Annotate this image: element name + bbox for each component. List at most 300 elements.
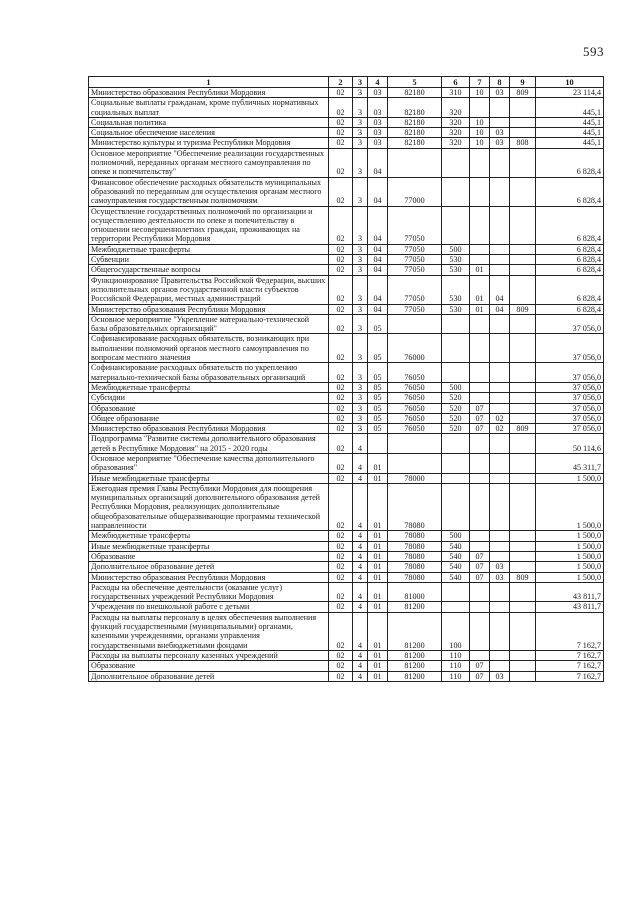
amount-cell: 6 828,4 [536,275,604,304]
code-cell: 82180 [388,98,442,118]
code-cell: 520 [442,403,470,413]
amount-cell: 50 114,6 [536,434,604,454]
code-cell [510,562,536,572]
code-cell [442,453,470,473]
code-cell: 07 [470,403,490,413]
code-cell: 10 [470,88,490,98]
amount-cell: 37 056,0 [536,363,604,383]
code-cell: 02 [329,117,353,127]
code-cell [510,551,536,561]
code-cell: 3 [353,413,368,423]
amount-cell: 445,1 [536,117,604,127]
table-row [89,671,604,681]
code-cell: 02 [490,413,510,423]
code-cell [490,314,510,334]
row-name: Общее образование [89,413,329,423]
code-cell: 03 [368,128,388,138]
row-name: Социальная политика [89,117,329,127]
code-cell: 03 [368,138,388,148]
header-row [89,77,604,88]
code-cell [490,98,510,118]
code-cell: 01 [368,531,388,541]
amount-cell: 43 811,7 [536,582,604,602]
code-cell [442,206,470,244]
row-name: Субсидии [89,393,329,403]
code-cell: 500 [442,531,470,541]
code-cell: 76050 [388,424,442,434]
code-cell: 3 [353,177,368,206]
code-cell: 4 [353,602,368,612]
code-cell [388,434,442,454]
code-cell: 3 [353,334,368,363]
code-cell: 02 [329,602,353,612]
row-name: Софинансирование расходных обязательств, возникающих при выполнении полномочий органов местного самоуправления по вопросам местного значения [89,334,329,363]
row-name: Осуществление государственных полномочий по организации и осуществлению деятельности по опеке и попечительству в отношении несовершеннолетних граждан, проживающих на территории Республики Мордовия [89,206,329,244]
code-cell [490,453,510,473]
code-cell: 03 [490,128,510,138]
code-cell: 01 [368,612,388,650]
amount-cell: 6 828,4 [536,177,604,206]
code-cell: 3 [353,206,368,244]
code-cell: 02 [329,88,353,98]
amount-cell: 23 114,4 [536,88,604,98]
code-cell: 76000 [388,334,442,363]
code-cell: 02 [329,541,353,551]
header-cell: 6 [442,77,470,88]
code-cell: 07 [470,424,490,434]
amount-cell: 37 056,0 [536,424,604,434]
code-cell: 81200 [388,602,442,612]
code-cell: 02 [329,661,353,671]
code-cell: 04 [368,244,388,254]
table-row [89,98,604,118]
code-cell [442,602,470,612]
code-cell: 02 [329,453,353,473]
code-cell [470,453,490,473]
amount-cell: 37 056,0 [536,382,604,392]
code-cell: 04 [368,275,388,304]
code-cell [510,393,536,403]
code-cell [510,265,536,275]
code-cell: 02 [329,582,353,602]
code-cell [490,255,510,265]
row-name: Социальное обеспечение населения [89,128,329,138]
code-cell [490,531,510,541]
code-cell: 4 [353,612,368,650]
code-cell: 110 [442,661,470,671]
code-cell: 4 [353,541,368,551]
table-row [89,434,604,454]
code-cell [510,473,536,483]
code-cell [470,612,490,650]
code-cell: 05 [368,334,388,363]
code-cell [470,473,490,483]
header-cell: 9 [510,77,536,88]
code-cell: 01 [368,572,388,582]
code-cell: 78080 [388,483,442,530]
code-cell: 02 [329,334,353,363]
amount-cell: 6 828,4 [536,255,604,265]
code-cell [490,661,510,671]
table-row [89,128,604,138]
code-cell [442,483,470,530]
code-cell: 02 [329,148,353,177]
code-cell: 78080 [388,572,442,582]
code-cell: 03 [490,562,510,572]
code-cell: 77000 [388,177,442,206]
row-name: Основное мероприятие "Укрепление материально-технической базы образовательных организаций" [89,314,329,334]
code-cell [490,473,510,483]
code-cell: 320 [442,138,470,148]
code-cell: 01 [368,661,388,671]
code-cell: 02 [329,424,353,434]
code-cell: 76050 [388,382,442,392]
row-name: Функционирование Правительства Российской Федерации, высших исполнительных органов государственной власти субъектов Российской Федерации, местных администраций [89,275,329,304]
table-row [89,572,604,582]
code-cell: 540 [442,551,470,561]
code-cell: 3 [353,128,368,138]
code-cell [510,582,536,602]
code-cell: 04 [368,206,388,244]
code-cell [470,434,490,454]
code-cell: 02 [329,255,353,265]
code-cell: 78080 [388,551,442,561]
code-cell [470,148,490,177]
code-cell: 02 [329,206,353,244]
code-cell: 78000 [388,473,442,483]
code-cell: 110 [442,671,470,681]
code-cell [470,334,490,363]
code-cell: 02 [329,413,353,423]
row-name: Министерство образования Республики Мордовия [89,304,329,314]
table-row [89,265,604,275]
code-cell: 530 [442,275,470,304]
row-name: Финансовое обеспечение расходных обязательств муниципальных образований по переданным для осуществления органам местного самоуправления государственным полномочиям [89,177,329,206]
code-cell: 4 [353,483,368,530]
code-cell: 77050 [388,206,442,244]
row-name: Дополнительное образование детей [89,671,329,681]
amount-cell: 37 056,0 [536,403,604,413]
table-row [89,117,604,127]
code-cell: 02 [329,275,353,304]
table-row [89,602,604,612]
code-cell: 809 [510,304,536,314]
amount-cell: 43 811,7 [536,602,604,612]
code-cell: 520 [442,413,470,423]
code-cell: 02 [329,382,353,392]
code-cell [470,382,490,392]
amount-cell: 6 828,4 [536,265,604,275]
code-cell: 4 [353,434,368,454]
code-cell [470,483,490,530]
code-cell [490,117,510,127]
code-cell: 10 [470,128,490,138]
table-row [89,541,604,551]
code-cell [442,314,470,334]
row-name: Иные межбюджетные трансферты [89,541,329,551]
code-cell: 77050 [388,244,442,254]
table-row [89,255,604,265]
code-cell: 02 [329,612,353,650]
code-cell: 3 [353,117,368,127]
amount-cell: 37 056,0 [536,334,604,363]
row-name: Межбюджетные трансферты [89,531,329,541]
amount-cell: 6 828,4 [536,304,604,314]
amount-cell: 6 828,4 [536,206,604,244]
code-cell [510,434,536,454]
code-cell: 07 [470,671,490,681]
code-cell [470,531,490,541]
row-name: Софинансирование расходных обязательств по укреплению материально-технической базы образовательных организаций [89,363,329,383]
row-name: Межбюджетные трансферты [89,244,329,254]
code-cell: 07 [470,413,490,423]
code-cell: 07 [470,661,490,671]
code-cell: 01 [470,304,490,314]
header-cell: 7 [470,77,490,88]
code-cell [510,531,536,541]
code-cell [510,650,536,660]
code-cell: 01 [368,650,388,660]
table-row [89,483,604,530]
code-cell: 04 [368,265,388,275]
code-cell: 520 [442,424,470,434]
budget-table [88,76,604,682]
code-cell [510,413,536,423]
row-name: Расходы на выплаты персоналу казенных учреждений [89,650,329,660]
amount-cell: 1 500,0 [536,572,604,582]
code-cell: 809 [510,572,536,582]
table-row [89,453,604,473]
code-cell: 02 [329,393,353,403]
code-cell: 02 [329,473,353,483]
code-cell: 3 [353,98,368,118]
code-cell: 81200 [388,661,442,671]
code-cell: 77050 [388,304,442,314]
code-cell [490,483,510,530]
header-cell: 5 [388,77,442,88]
code-cell: 540 [442,562,470,572]
amount-cell: 45 311,7 [536,453,604,473]
code-cell: 03 [490,88,510,98]
code-cell: 02 [329,483,353,530]
code-cell: 320 [442,128,470,138]
header-cell: 3 [353,77,368,88]
row-name: Образование [89,661,329,671]
code-cell: 3 [353,255,368,265]
code-cell: 04 [368,148,388,177]
code-cell [442,363,470,383]
code-cell: 3 [353,403,368,413]
table-row [89,382,604,392]
amount-cell: 1 500,0 [536,562,604,572]
code-cell [490,363,510,383]
code-cell: 77050 [388,275,442,304]
code-cell [490,393,510,403]
code-cell [490,382,510,392]
code-cell [490,148,510,177]
code-cell [490,177,510,206]
header-cell: 2 [329,77,353,88]
row-name: Учреждения по внешкольной работе с детьми [89,602,329,612]
code-cell [510,275,536,304]
code-cell [470,177,490,206]
table-row [89,424,604,434]
code-cell [510,363,536,383]
table-row [89,314,604,334]
code-cell: 04 [490,304,510,314]
code-cell [368,434,388,454]
code-cell: 4 [353,650,368,660]
code-cell [470,541,490,551]
row-name: Социальные выплаты гражданам, кроме публичных нормативных социальных выплат [89,98,329,118]
code-cell: 110 [442,650,470,660]
row-name: Расходы на выплаты персоналу в целях обеспечения выполнения функций государственными (муниципальными) органами, казенными учреждениями, органами управления государственными внебюджетными фондами [89,612,329,650]
row-name: Расходы на обеспечение деятельности (оказание услуг) государственных учреждений Республики Мордовия [89,582,329,602]
code-cell: 05 [368,393,388,403]
table-row [89,650,604,660]
amount-cell: 37 056,0 [536,413,604,423]
code-cell [490,434,510,454]
code-cell [510,98,536,118]
code-cell [490,612,510,650]
table-row [89,363,604,383]
code-cell [510,148,536,177]
code-cell [510,453,536,473]
code-cell [470,393,490,403]
code-cell [490,602,510,612]
code-cell [510,255,536,265]
table-row [89,403,604,413]
code-cell: 01 [368,473,388,483]
code-cell: 01 [368,671,388,681]
code-cell: 81200 [388,671,442,681]
code-cell: 05 [368,363,388,383]
code-cell: 81200 [388,612,442,650]
code-cell [470,582,490,602]
header-cell: 1 [89,77,329,88]
code-cell: 05 [368,314,388,334]
code-cell: 02 [329,304,353,314]
code-cell: 4 [353,661,368,671]
amount-cell: 445,1 [536,128,604,138]
code-cell [470,363,490,383]
table-row [89,661,604,671]
table-row [89,244,604,254]
table-row [89,177,604,206]
code-cell: 76050 [388,413,442,423]
amount-cell: 7 162,7 [536,671,604,681]
code-cell: 3 [353,363,368,383]
code-cell: 4 [353,473,368,483]
table-row [89,582,604,602]
code-cell [442,582,470,602]
code-cell: 05 [368,403,388,413]
table-row [89,551,604,561]
table-row [89,206,604,244]
code-cell: 02 [329,363,353,383]
table-row [89,473,604,483]
code-cell [510,117,536,127]
row-name: Образование [89,551,329,561]
code-cell: 02 [329,551,353,561]
table-row [89,88,604,98]
code-cell: 02 [329,562,353,572]
code-cell: 03 [490,138,510,148]
code-cell: 320 [442,98,470,118]
code-cell: 530 [442,304,470,314]
code-cell: 3 [353,393,368,403]
code-cell: 01 [470,275,490,304]
code-cell: 04 [368,177,388,206]
code-cell: 02 [329,434,353,454]
code-cell: 01 [368,453,388,473]
code-cell: 05 [368,424,388,434]
row-name: Основное мероприятие "Обеспечение реализации государственных полномочий, переданных органам местного самоуправления по опеке и попечительству" [89,148,329,177]
code-cell [490,582,510,602]
code-cell: 02 [329,244,353,254]
amount-cell: 6 828,4 [536,148,604,177]
code-cell: 4 [353,572,368,582]
code-cell [510,541,536,551]
code-cell: 3 [353,314,368,334]
code-cell: 77050 [388,265,442,275]
code-cell: 76050 [388,363,442,383]
row-name: Субвенции [89,255,329,265]
code-cell [510,483,536,530]
code-cell: 4 [353,562,368,572]
code-cell: 310 [442,88,470,98]
code-cell: 4 [353,582,368,602]
table-row [89,148,604,177]
code-cell: 07 [470,551,490,561]
code-cell [510,334,536,363]
code-cell: 78080 [388,531,442,541]
row-name: Образование [89,403,329,413]
code-cell: 04 [368,304,388,314]
row-name: Министерство образования Республики Мордовия [89,88,329,98]
code-cell [388,453,442,473]
code-cell [490,403,510,413]
amount-cell: 7 162,7 [536,661,604,671]
code-cell [470,244,490,254]
amount-cell: 445,1 [536,98,604,118]
table-row [89,562,604,572]
code-cell: 04 [490,275,510,304]
code-cell: 82180 [388,138,442,148]
code-cell: 02 [490,424,510,434]
code-cell: 01 [368,551,388,561]
code-cell: 03 [368,98,388,118]
row-name: Межбюджетные трансферты [89,382,329,392]
code-cell [510,602,536,612]
code-cell [470,602,490,612]
amount-cell: 6 828,4 [536,244,604,254]
code-cell: 03 [490,572,510,582]
code-cell [510,403,536,413]
row-name: Подпрограмма "Развитие системы дополнительного образования детей в Республике Мордовия" на 2015 - 2020 годы [89,434,329,454]
code-cell: 05 [368,382,388,392]
row-name: Основное мероприятие "Обеспечение качества дополнительного образования" [89,453,329,473]
row-name: Министерство образования Республики Мордовия [89,424,329,434]
code-cell: 4 [353,453,368,473]
code-cell [510,314,536,334]
table-row [89,393,604,403]
code-cell: 4 [353,671,368,681]
code-cell: 500 [442,382,470,392]
amount-cell: 7 162,7 [536,612,604,650]
code-cell [510,206,536,244]
code-cell: 03 [368,117,388,127]
